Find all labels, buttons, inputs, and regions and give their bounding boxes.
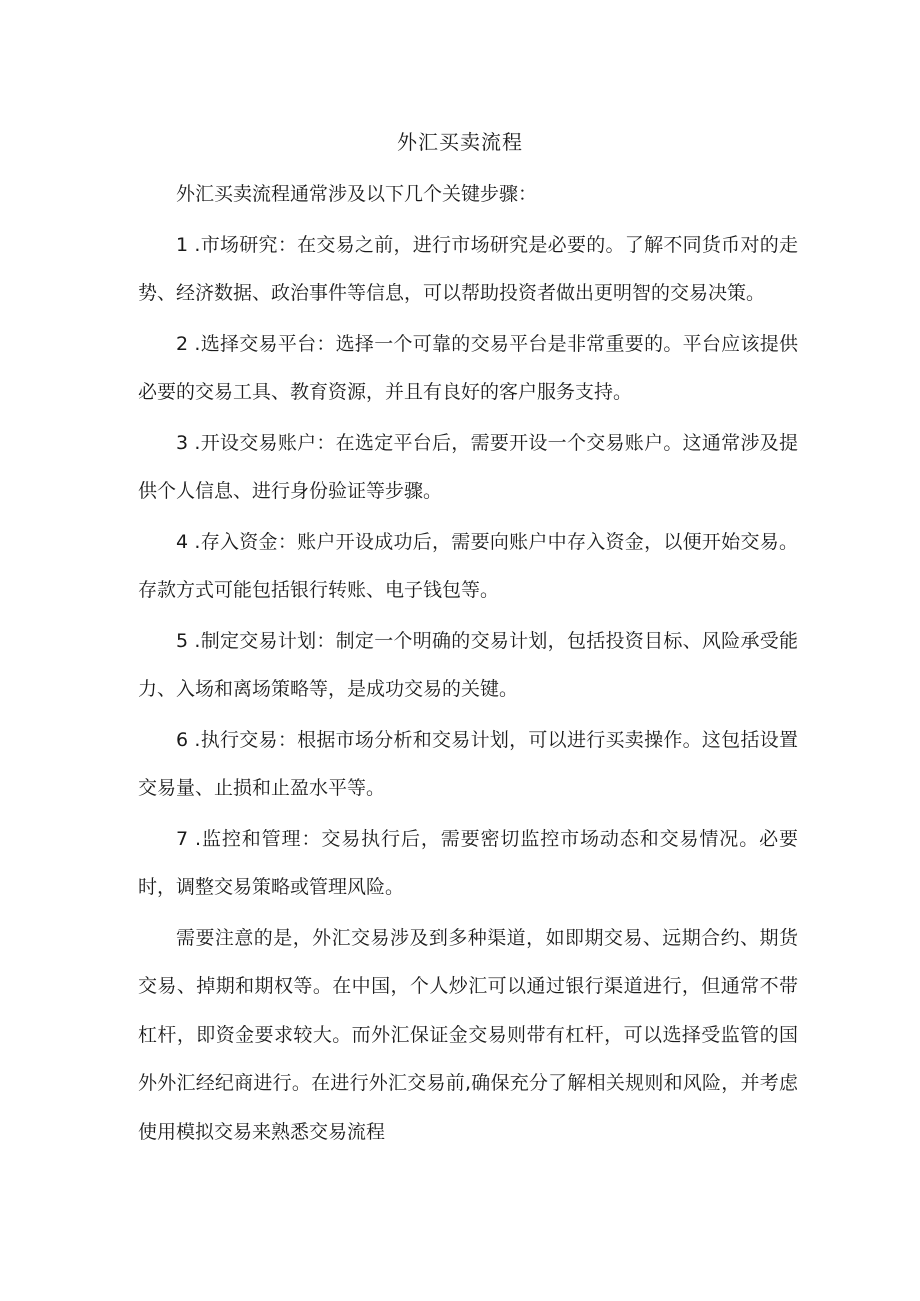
step-paragraph-4: 4 .存入资金：账户开设成功后，需要向账户中存入资金，以便开始交易。存款方式可能包括银行转账、电子钱包等。 [138, 530, 798, 601]
document-body [138, 170, 798, 1158]
step-paragraph-7: 7 .监控和管理：交易执行后，需要密切监控市场动态和交易情况。必要时，调整交易策略或管理风险。 [138, 827, 798, 898]
document-title: 外汇买卖流程 [397, 130, 523, 154]
step-paragraph-1: 1 .市场研究：在交易之前，进行市场研究是必要的。了解不同货币对的走势、经济数据、政治事件等信息，可以帮助投资者做出更明智的交易决策。 [138, 233, 798, 304]
step-paragraph-2: 2 .选择交易平台：选择一个可靠的交易平台是非常重要的。平台应该提供必要的交易工具、教育资源，并且有良好的客户服务支持。 [138, 332, 798, 403]
step-paragraph-3: 3 .开设交易账户：在选定平台后，需要开设一个交易账户。这通常涉及提供个人信息、进行身份验证等步骤。 [138, 431, 798, 502]
intro-paragraph: 外汇买卖流程通常涉及以下几个关键步骤： [176, 183, 538, 205]
step-paragraph-5: 5 .制定交易计划：制定一个明确的交易计划，包括投资目标、风险承受能力、入场和离场策略等，是成功交易的关键。 [138, 629, 798, 700]
step-paragraph-6: 6 .执行交易：根据市场分析和交易计划，可以进行买卖操作。这包括设置交易量、止损和止盈水平等。 [138, 728, 798, 799]
conclusion-paragraph: 需要注意的是，外汇交易涉及到多种渠道，如即期交易、远期合约、期货交易、掉期和期权等。在中国，个人炒汇可以通过银行渠道进行，但通常不带杠杆，即资金要求较大。而外汇保证金交易则带有杠杆，可以选择受监管的国外外汇经纪商进行。在进行外汇交易前,确保充分了解相关规则和风险，并考虑使用模拟交易来熟悉交易流程 [138, 926, 798, 1143]
